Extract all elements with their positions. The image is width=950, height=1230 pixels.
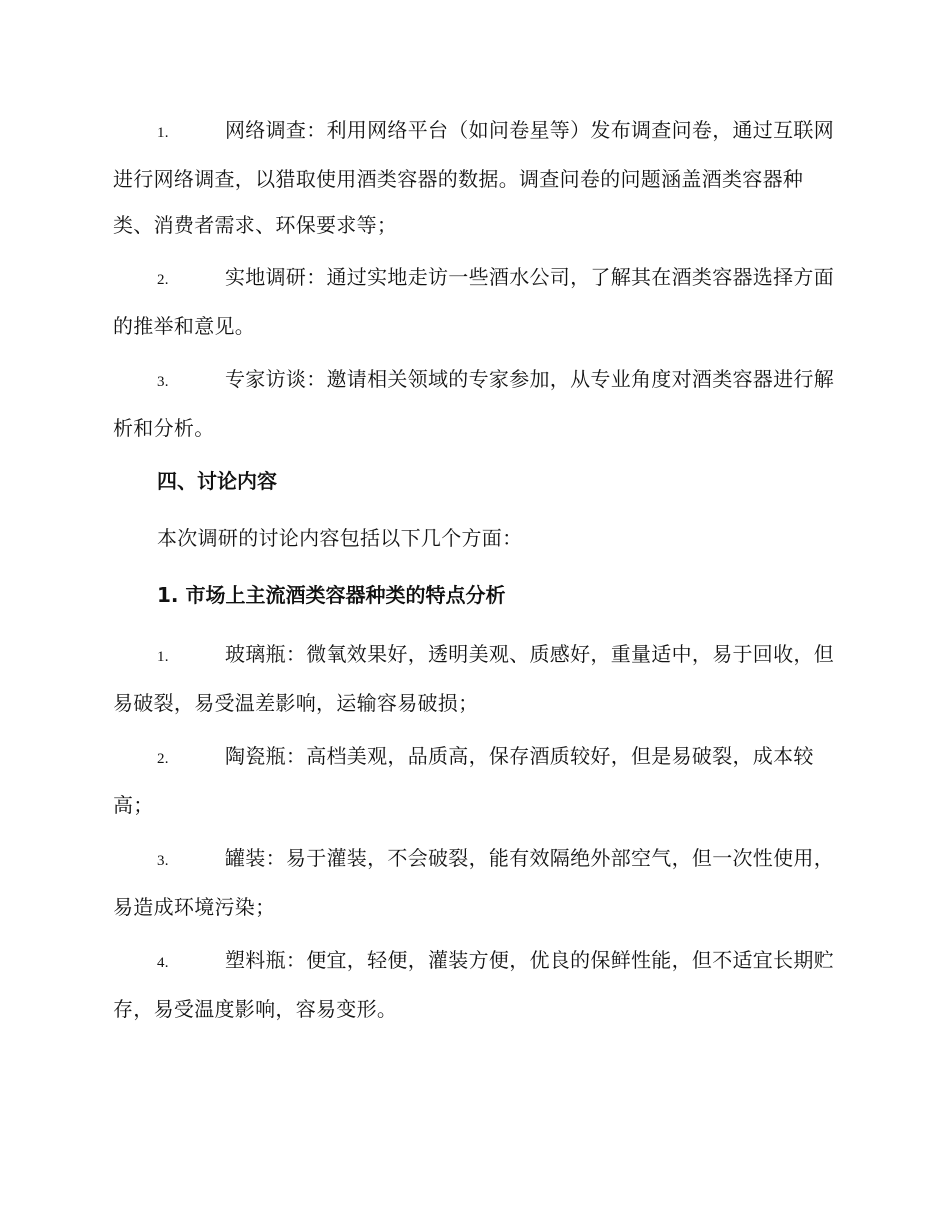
container-item-2 [113, 733, 835, 828]
container-text: 陶瓷瓶：高档美观，品质高，保存酒质较好，但是易破裂，成本较高； [113, 744, 814, 817]
list-number: 3. [157, 853, 169, 869]
container-text: 罐装：易于灌装，不会破裂，能有效隔绝外部空气，但一次性使用，易造成环境污染； [113, 846, 834, 919]
container-text: 塑料瓶：便宜，轻便，灌装方便，优良的保鲜性能，但不适宜长期贮存，易受温度影响，容易变形。 [113, 948, 834, 1021]
list-number: 3. [157, 374, 169, 390]
container-text: 玻璃瓶：微氧效果好，透明美观、质感好，重量适中，易于回收，但易破裂，易受温差影响，运输容易破损； [113, 642, 834, 715]
method-item-2 [113, 254, 835, 349]
container-item-1 [113, 631, 835, 726]
intro-text: 本次调研的讨论内容包括以下几个方面： [157, 526, 523, 550]
list-number: 2. [157, 751, 169, 767]
list-number: 1. [157, 649, 169, 665]
method-item-3 [113, 356, 835, 451]
method-text: 专家访谈：邀请相关领域的专家参加，从专业角度对酒类容器进行解析和分析。 [113, 367, 834, 440]
list-number: 2. [157, 272, 169, 288]
section-heading: 四、讨论内容 [157, 469, 277, 493]
list-number: 1. [157, 125, 169, 141]
method-text: 实地调研：通过实地走访一些酒水公司，了解其在酒类容器选择方面的推举和意见。 [113, 265, 834, 338]
sub-heading: 1. 市场上主流酒类容器种类的特点分析 [157, 583, 506, 607]
container-item-3 [113, 835, 835, 930]
list-number: 4. [157, 955, 169, 971]
method-text: 网络调查：利用网络平台（如问卷星等）发布调查问卷，通过互联网进行网络调查，以猎取使用酒类容器的数据。调查问卷的问题涵盖酒类容器种类、消费者需求、环保要求等； [113, 118, 834, 237]
container-item-4 [113, 937, 835, 1032]
method-item-1 [113, 107, 835, 248]
